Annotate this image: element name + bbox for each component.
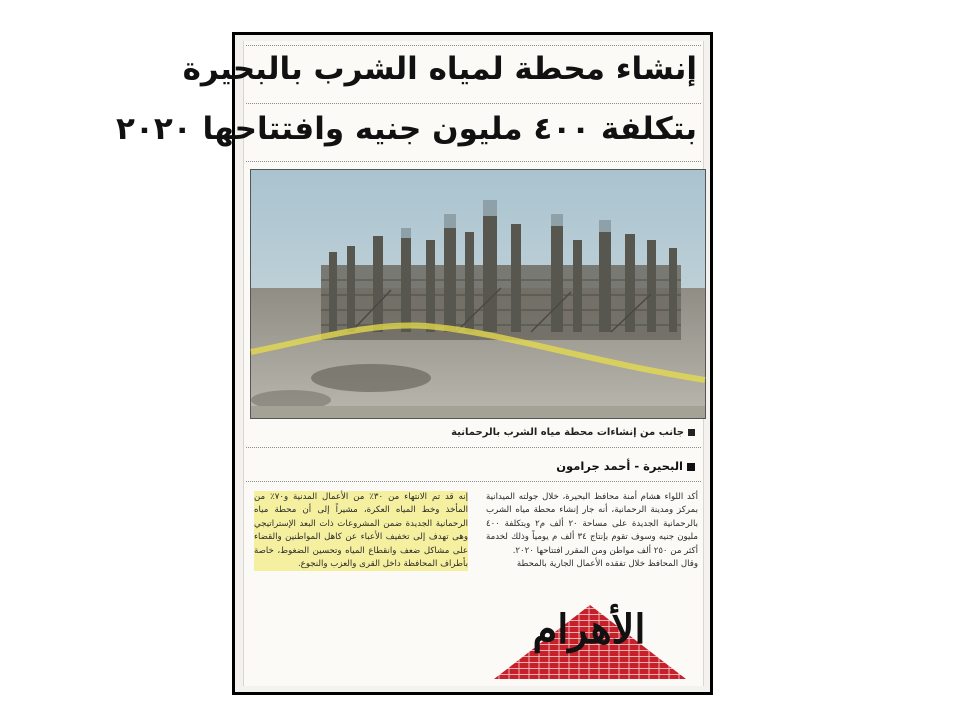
dotted-rule bbox=[246, 103, 701, 104]
photo-caption-text: جانب من إنشاءات محطة مياه الشرب بالرحمانية bbox=[451, 427, 684, 438]
dotted-rule bbox=[246, 161, 701, 162]
newspaper-clipping bbox=[116, 41, 704, 686]
byline bbox=[556, 459, 695, 473]
bullet-square bbox=[687, 463, 695, 471]
article-column-left bbox=[254, 491, 468, 571]
dotted-rule bbox=[246, 481, 701, 482]
clipping-frame bbox=[116, 32, 713, 695]
al-ahram-logo bbox=[494, 603, 706, 681]
headline-line-1: إنشاء محطة لمياه الشرب بالبحيرة bbox=[182, 51, 697, 87]
construction-photo bbox=[250, 169, 706, 419]
photo-caption bbox=[395, 427, 695, 438]
dotted-rule bbox=[246, 45, 701, 46]
al-ahram-logo-text: الأهرام bbox=[532, 606, 646, 653]
headline-line-2: بتكلفة ٤٠٠ مليون جنيه وافتتاحها ٢٠٢٠ bbox=[116, 111, 697, 147]
byline-text: البحيرة - أحمد جرامون bbox=[556, 459, 683, 473]
bullet-square bbox=[688, 429, 695, 436]
paragraph: وقال المحافظ خلال تفقده الأعمال الجارية بالمحطة bbox=[516, 559, 698, 570]
paragraph: أكد اللواء هشام أمنة محافظ البحيرة، خلال جولته الميدانية بمركز ومدينة الرحمانية، أنه جار إنشاء محطة مياه الشرب بالرحمانية الجديدة على مساحة ٢٠ ألف م٢ وبتكلفة ٤٠٠ مليون جنيه وسوف تقوم بإنتاج ٣٤ ألف م يومياً وذلك لخدمة أكثر من ٢٥٠ ألف مواطن ومن المقرر افتتاحها ٢٠٢٠. bbox=[486, 492, 698, 556]
paragraph: إنه قد تم الانتهاء من ٣٠٪ من الأعمال المدنية و٧٠٪ من المأخذ وخط المياه العكرة، مشيراً إلى أن محطة مياه الرحمانية الجديدة ضمن المشروعات ذات البعد الإستراتيجي وهى تهدف إلى تخفيف الأعباء عن كاهل المواطنين والقضاء على مشاكل ضعف وانقطاع المياه وتحسين الضغوط، خاصة بأطراف المحافظة داخل القرى والعزب والنجوع. bbox=[254, 491, 468, 571]
dotted-rule bbox=[246, 447, 701, 448]
article-column-right bbox=[486, 491, 698, 571]
